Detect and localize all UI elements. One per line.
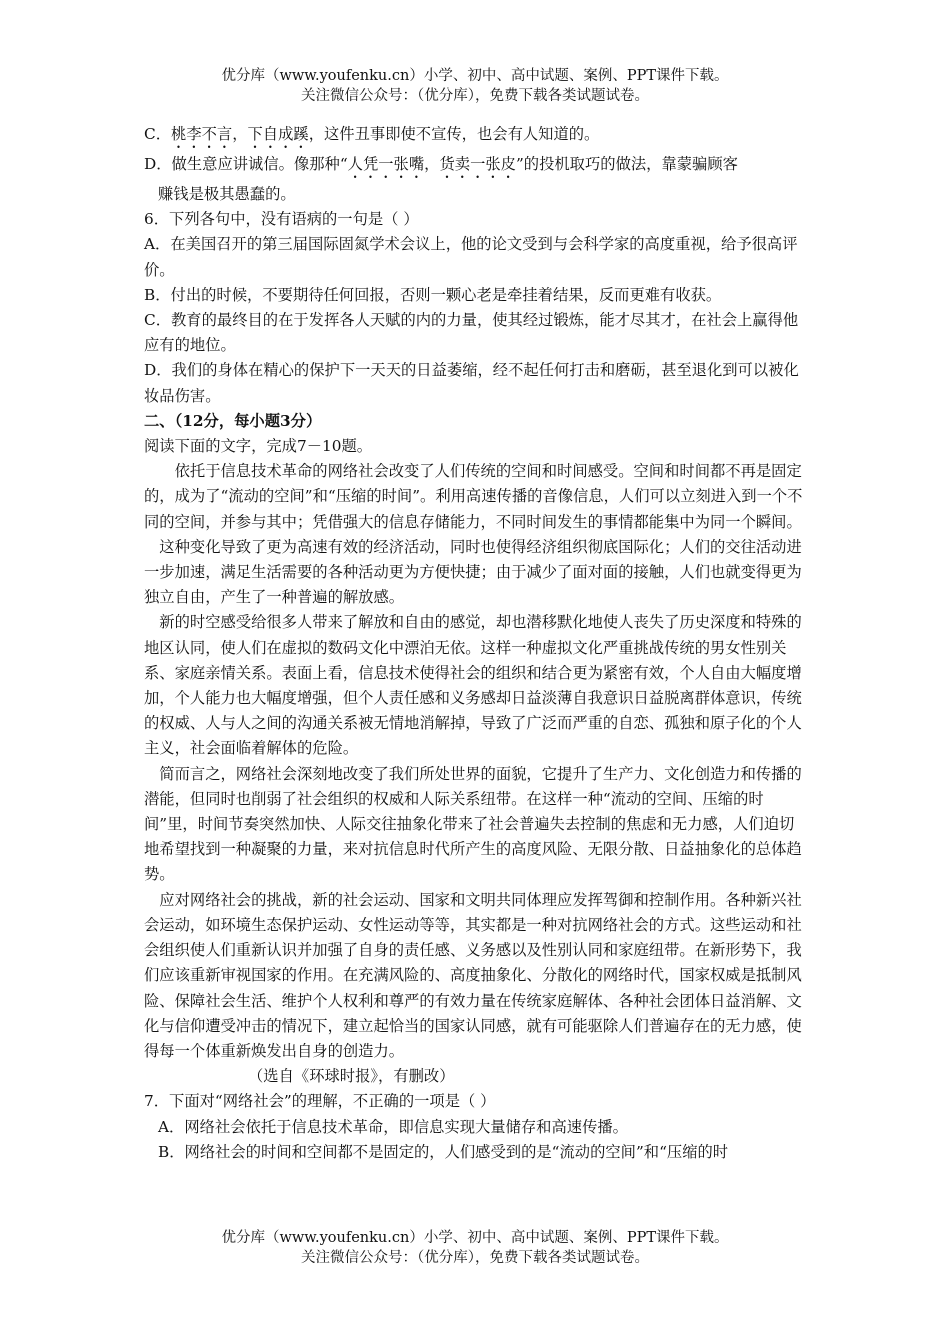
page-header	[0, 66, 950, 106]
q7-stem: 7．下面对“网络社会”的理解，不正确的一项是（ ）	[144, 1092, 496, 1111]
q6-option-c: C．教育的最终目的在于发挥各人天赋的内的力量，使其经过锻炼，能才尽其才，在社会上赢得他应有的地位。	[144, 311, 799, 355]
section-2-intro: 阅读下面的文字，完成7－10题。	[144, 437, 373, 456]
q5-option-d-cont: 赚钱是极其愚蠢的。	[158, 185, 296, 203]
page-body	[144, 122, 809, 1165]
q6-stem: 6．下列各句中，没有语病的一句是（ ）	[144, 210, 419, 229]
header-line-2: 关注微信公众号：（优分库），免费下载各类试题试卷。	[301, 88, 649, 104]
q5-option-d-idiom-2: 货卖一张皮	[439, 155, 516, 173]
q6-option-d: D．我们的身体在精心的保护下一天天的日益萎缩，经不起任何打击和磨砺，甚至退化到可以被化妆品伤害。	[144, 361, 799, 405]
footer-line-2: 关注微信公众号：（优分库），免费下载各类试题试卷。	[301, 1250, 649, 1266]
passage-paragraph-5: 应对网络社会的挑战，新的社会运动、国家和文明共同体理应发挥驾御和控制作用。各种新兴社会运动，如环境生态保护运动、女性运动等等，其实都是一种对抗网络社会的方式。这些运动和社会组织使人们重新认识并加强了自身的责任感、义务感以及性别认同和家庭纽带。在新形势下，我们应该重新审视国家的作用。在充满风险的、高度抽象化、分散化的网络时代，国家权威是抵制风险、保障社会生活、维护个人权利和尊严的有效力量在传统家庭解体、各种社会团体日益消解、文化与信仰遭受冲击的情况下，建立起恰当的国家认同感，就有可能驱除人们普遍存在的无力感，使得每一个体重新焕发出自身的创造力。	[144, 890, 802, 1060]
q5-option-d: D．做生意应讲诚信。像那种“人凭一张嘴，货卖一张皮”的投机取巧的做法，靠蒙骗顾客	[144, 155, 738, 173]
passage-paragraph-1: 依托于信息技术革命的网络社会改变了人们传统的空间和时间感受。空间和时间都不再是固定的，成为了“流动的空间”和“压缩的时间”。利用高速传播的音像信息，人们可以立刻进入到一个不同的空间，并参与其中；凭借强大的信息存储能力，不同时间发生的事情都能集中为同一个瞬间。	[144, 462, 803, 531]
passage-paragraph-2: 这种变化导致了更为高速有效的经济活动，同时也使得经济组织彻底国际化；人们的交往活动进一步加速，满足生活需要的各种活动更为方便快捷；由于减少了面对面的接触，人们也就变得更为独立自由，产生了一种普遍的解放感。	[144, 537, 802, 607]
passage-source: （选自《环球时报》，有删改）	[248, 1067, 455, 1086]
passage-paragraph-4: 简而言之，网络社会深刻地改变了我们所处世界的面貌，它提升了生产力、文化创造力和传播的潜能，但同时也削弱了社会组织的权威和人际关系纽带。在这样一种“流动的空间、压缩的时间”里，时间节奏突然加快、人际交往抽象化带来了社会普遍失去控制的焦虑和无力感，人们迫切地希望找到一种凝聚的力量，来对抗信息时代所产生的高度风险、无限分散、日益抽象化的总体趋势。	[144, 764, 802, 884]
q5-option-c: C．桃李不言，下自成蹊，这件丑事即使不宣传，也会有人知道的。	[144, 125, 600, 143]
q5-option-c-idiom: 桃李不言，下自成蹊	[171, 125, 309, 143]
header-line-1: 优分库（www.youfenku.cn）小学、初中、高中试题、案例、PPT课件下载。	[221, 68, 729, 84]
section-2-title: 二、（12分，每小题3分）	[144, 411, 322, 430]
footer-line-1: 优分库（www.youfenku.cn）小学、初中、高中试题、案例、PPT课件下载。	[221, 1230, 729, 1246]
q6-option-b: B．付出的时候，不要期待任何回报，否则一颗心老是牵挂着结果，反而更难有收获。	[144, 285, 722, 304]
page-footer	[0, 1228, 950, 1268]
q7-option-a: A．网络社会依托于信息技术革命，即信息实现大量储存和高速传播。	[158, 1117, 628, 1136]
passage-paragraph-3: 新的时空感受给很多人带来了解放和自由的感觉，却也潜移默化地使人丧失了历史深度和特殊的地区认同，使人们在虚拟的数码文化中漂泊无依。这样一种虚拟文化严重挑战传统的男女性别关系、家庭亲情关系。表面上看，信息技术使得社会的组织和结合更为紧密有效，个人自由大幅度增加，个人能力也大幅度增强，但个人责任感和义务感却日益淡薄自我意识日益脱离群体意识，传统的权威、人与人之间的沟通关系被无情地消解掉，导致了广泛而严重的自恋、孤独和原子化的个人主义，社会面临着解体的危险。	[144, 613, 802, 758]
q5-option-d-idiom-1: 人凭一张嘴	[347, 155, 425, 173]
q6-option-a: A．在美国召开的第三届国际固氮学术会议上，他的论文受到与会科学家的高度重视，给予很高评价。	[144, 235, 798, 279]
q7-option-b: B．网络社会的时间和空间都不是固定的，人们感受到的是“流动的空间”和“压缩的时	[158, 1142, 729, 1161]
